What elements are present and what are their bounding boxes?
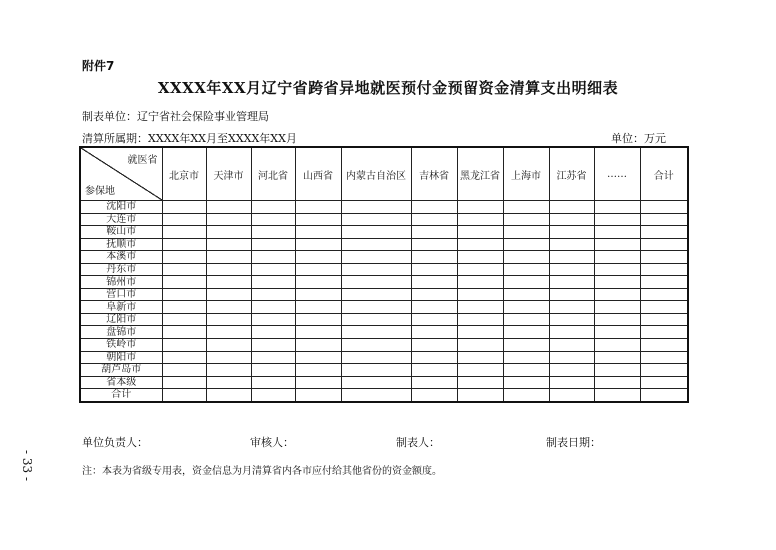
- column-header: 吉林省: [411, 147, 457, 201]
- table-cell: [341, 213, 411, 226]
- table-cell: [341, 288, 411, 301]
- table-cell: [206, 326, 251, 339]
- table-cell: [503, 339, 549, 352]
- table-cell: [549, 226, 594, 239]
- table-cell: [594, 376, 640, 389]
- row-header: 沈阳市: [80, 201, 162, 214]
- table-cell: [341, 263, 411, 276]
- row-header: 营口市: [80, 288, 162, 301]
- table-cell: [295, 213, 341, 226]
- table-cell: [341, 326, 411, 339]
- table-cell: [251, 313, 295, 326]
- table-row: [80, 376, 688, 389]
- table-row: [80, 213, 688, 226]
- row-header: 锦州市: [80, 276, 162, 289]
- table-cell: [549, 301, 594, 314]
- table-cell: [206, 313, 251, 326]
- row-header: 省本级: [80, 376, 162, 389]
- table-cell: [640, 213, 688, 226]
- table-cell: [594, 251, 640, 264]
- table-cell: [341, 364, 411, 377]
- table-cell: [549, 389, 594, 402]
- row-header: 本溪市: [80, 251, 162, 264]
- table-cell: [295, 364, 341, 377]
- table-row: [80, 263, 688, 276]
- column-header: 内蒙古自治区: [341, 147, 411, 201]
- currency-unit: 单位：万元: [611, 132, 666, 145]
- table-cell: [411, 339, 457, 352]
- table-cell: [503, 389, 549, 402]
- table-cell: [206, 288, 251, 301]
- table-cell: [503, 276, 549, 289]
- table-cell: [594, 226, 640, 239]
- table-cell: [594, 313, 640, 326]
- table-cell: [549, 313, 594, 326]
- table-cell: [341, 313, 411, 326]
- table-cell: [206, 364, 251, 377]
- table-cell: [640, 301, 688, 314]
- table-cell: [206, 226, 251, 239]
- table-cell: [251, 213, 295, 226]
- table-cell: [251, 201, 295, 214]
- table-cell: [162, 276, 206, 289]
- table-cell: [411, 238, 457, 251]
- table-cell: [549, 364, 594, 377]
- column-header: 上海市: [503, 147, 549, 201]
- table-cell: [341, 301, 411, 314]
- table-row: [80, 251, 688, 264]
- table-cell: [206, 263, 251, 276]
- table-cell: [411, 326, 457, 339]
- table-cell: [549, 276, 594, 289]
- table-cell: [457, 226, 503, 239]
- table-cell: [594, 351, 640, 364]
- attachment-label: 附件7: [82, 59, 115, 73]
- column-header: 河北省: [251, 147, 295, 201]
- table-cell: [503, 213, 549, 226]
- table-cell: [503, 251, 549, 264]
- table-cell: [457, 313, 503, 326]
- table-cell: [206, 376, 251, 389]
- table-cell: [411, 251, 457, 264]
- table-cell: [251, 263, 295, 276]
- table-cell: [640, 351, 688, 364]
- row-header: 葫芦岛市: [80, 364, 162, 377]
- date-signature-label: 制表日期：: [546, 436, 601, 449]
- table-cell: [640, 226, 688, 239]
- settlement-period: 清算所属期：XXXX年XX月至XXXX年XX月: [82, 132, 297, 145]
- table-cell: [411, 351, 457, 364]
- table-cell: [251, 238, 295, 251]
- table-cell: [341, 251, 411, 264]
- table-cell: [503, 226, 549, 239]
- table-cell: [640, 339, 688, 352]
- table-cell: [640, 251, 688, 264]
- table-cell: [503, 326, 549, 339]
- table-cell: [295, 226, 341, 239]
- table-row: [80, 226, 688, 239]
- table-cell: [251, 389, 295, 402]
- table-cell: [295, 288, 341, 301]
- table-cell: [594, 201, 640, 214]
- table-cell: [341, 376, 411, 389]
- table-cell: [341, 351, 411, 364]
- table-cell: [251, 276, 295, 289]
- table-cell: [411, 301, 457, 314]
- table-cell: [295, 326, 341, 339]
- corner-label-bottom: 参保地: [85, 186, 115, 197]
- document-title: XXXX年XX月辽宁省跨省异地就医预付金预留资金清算支出明细表: [157, 79, 619, 97]
- table-cell: [411, 313, 457, 326]
- table-cell: [411, 376, 457, 389]
- table-row: [80, 276, 688, 289]
- table-cell: [457, 389, 503, 402]
- row-header: 辽阳市: [80, 313, 162, 326]
- table-cell: [594, 213, 640, 226]
- table-cell: [503, 201, 549, 214]
- table-cell: [206, 276, 251, 289]
- table-cell: [640, 288, 688, 301]
- table-cell: [457, 238, 503, 251]
- table-cell: [295, 301, 341, 314]
- settlement-table: [79, 146, 689, 403]
- table-cell: [251, 364, 295, 377]
- table-cell: [594, 339, 640, 352]
- maker-signature-label: 制表人：: [396, 436, 440, 449]
- row-header: 丹东市: [80, 263, 162, 276]
- table-cell: [640, 263, 688, 276]
- table-cell: [549, 263, 594, 276]
- table-cell: [503, 301, 549, 314]
- table-cell: [549, 251, 594, 264]
- table-cell: [251, 351, 295, 364]
- table-cell: [640, 313, 688, 326]
- table-row: [80, 288, 688, 301]
- table-cell: [162, 238, 206, 251]
- column-header: 天津市: [206, 147, 251, 201]
- column-header: 山西省: [295, 147, 341, 201]
- row-header: 大连市: [80, 213, 162, 226]
- table-cell: [457, 364, 503, 377]
- table-cell: [457, 339, 503, 352]
- table-cell: [206, 213, 251, 226]
- table-cell: [162, 326, 206, 339]
- corner-label-top: 就医省: [127, 155, 158, 166]
- table-row: [80, 301, 688, 314]
- table-cell: [457, 213, 503, 226]
- table-cell: [594, 364, 640, 377]
- table-cell: [594, 263, 640, 276]
- table-cell: [411, 213, 457, 226]
- table-cell: [640, 238, 688, 251]
- table-cell: [457, 376, 503, 389]
- footnote: 注：本表为省级专用表，资金信息为月清算省内各市应付给其他省份的资金额度。: [82, 466, 442, 477]
- table-cell: [295, 339, 341, 352]
- table-cell: [162, 339, 206, 352]
- table-cell: [162, 288, 206, 301]
- table-cell: [251, 301, 295, 314]
- table-cell: [295, 389, 341, 402]
- table-cell: [594, 288, 640, 301]
- table-cell: [503, 376, 549, 389]
- maker-unit: 制表单位：辽宁省社会保险事业管理局: [82, 110, 269, 123]
- column-header: 江苏省: [549, 147, 594, 201]
- table-cell: [206, 301, 251, 314]
- table-corner-cell: [80, 147, 162, 201]
- table-cell: [206, 251, 251, 264]
- table-cell: [251, 326, 295, 339]
- table-cell: [295, 376, 341, 389]
- reviewer-signature-label: 审核人：: [250, 436, 294, 449]
- table-cell: [503, 351, 549, 364]
- table-cell: [549, 288, 594, 301]
- row-header: 盘锦市: [80, 326, 162, 339]
- table-header-row: [80, 147, 688, 201]
- table-cell: [206, 389, 251, 402]
- table-cell: [295, 201, 341, 214]
- table-cell: [640, 364, 688, 377]
- column-header: 合计: [640, 147, 688, 201]
- table-cell: [251, 339, 295, 352]
- table-cell: [640, 201, 688, 214]
- table-cell: [295, 276, 341, 289]
- table-cell: [295, 238, 341, 251]
- table-cell: [640, 276, 688, 289]
- table-cell: [594, 276, 640, 289]
- table-cell: [503, 263, 549, 276]
- table-cell: [411, 364, 457, 377]
- table-cell: [457, 326, 503, 339]
- table-cell: [251, 288, 295, 301]
- table-cell: [457, 201, 503, 214]
- table-cell: [549, 326, 594, 339]
- table-cell: [457, 263, 503, 276]
- table-row: [80, 364, 688, 377]
- table-cell: [549, 238, 594, 251]
- table-cell: [341, 389, 411, 402]
- table-cell: [411, 201, 457, 214]
- table-cell: [206, 238, 251, 251]
- table-cell: [341, 339, 411, 352]
- table-cell: [411, 276, 457, 289]
- row-header: 阜新市: [80, 301, 162, 314]
- table-cell: [206, 339, 251, 352]
- row-header: 朝阳市: [80, 351, 162, 364]
- page-number: - 33 -: [20, 450, 34, 482]
- column-header: 黑龙江省: [457, 147, 503, 201]
- table-cell: [549, 213, 594, 226]
- table-cell: [251, 251, 295, 264]
- table-cell: [162, 364, 206, 377]
- table-cell: [457, 288, 503, 301]
- table-cell: [457, 251, 503, 264]
- table-row: [80, 339, 688, 352]
- table-cell: [295, 313, 341, 326]
- table-cell: [206, 201, 251, 214]
- table-cell: [251, 226, 295, 239]
- table-cell: [640, 326, 688, 339]
- table-cell: [457, 351, 503, 364]
- table-cell: [457, 276, 503, 289]
- table-cell: [594, 326, 640, 339]
- row-header: 合计: [80, 389, 162, 402]
- table-cell: [503, 364, 549, 377]
- table-cell: [341, 238, 411, 251]
- table-cell: [341, 276, 411, 289]
- table-row: [80, 351, 688, 364]
- table-cell: [295, 351, 341, 364]
- table-cell: [411, 226, 457, 239]
- table-body: [80, 201, 688, 402]
- column-header: ……: [594, 147, 640, 201]
- table-row: [80, 313, 688, 326]
- table-cell: [640, 376, 688, 389]
- table-row: [80, 238, 688, 251]
- table-row: [80, 389, 688, 402]
- table-cell: [503, 313, 549, 326]
- table-cell: [206, 351, 251, 364]
- table-cell: [251, 376, 295, 389]
- row-header: 抚顺市: [80, 238, 162, 251]
- table-row: [80, 326, 688, 339]
- table-row: [80, 201, 688, 214]
- table-cell: [162, 376, 206, 389]
- column-header: 北京市: [162, 147, 206, 201]
- table-cell: [549, 351, 594, 364]
- table-cell: [162, 389, 206, 402]
- table-cell: [162, 263, 206, 276]
- table-cell: [503, 288, 549, 301]
- row-header: 铁岭市: [80, 339, 162, 352]
- table-cell: [162, 351, 206, 364]
- table-cell: [411, 288, 457, 301]
- table-cell: [594, 389, 640, 402]
- table-cell: [457, 301, 503, 314]
- table-cell: [341, 226, 411, 239]
- table-cell: [411, 263, 457, 276]
- table-cell: [162, 301, 206, 314]
- table-cell: [162, 226, 206, 239]
- table-cell: [594, 238, 640, 251]
- table-cell: [341, 201, 411, 214]
- table-cell: [295, 263, 341, 276]
- table-cell: [295, 251, 341, 264]
- table-cell: [162, 313, 206, 326]
- table-cell: [162, 251, 206, 264]
- table-cell: [640, 389, 688, 402]
- leader-signature-label: 单位负责人：: [82, 436, 148, 449]
- table-cell: [162, 213, 206, 226]
- table-cell: [549, 201, 594, 214]
- table-cell: [594, 301, 640, 314]
- table-cell: [503, 238, 549, 251]
- table-cell: [162, 201, 206, 214]
- table-cell: [549, 376, 594, 389]
- row-header: 鞍山市: [80, 226, 162, 239]
- table-cell: [411, 389, 457, 402]
- table-cell: [549, 339, 594, 352]
